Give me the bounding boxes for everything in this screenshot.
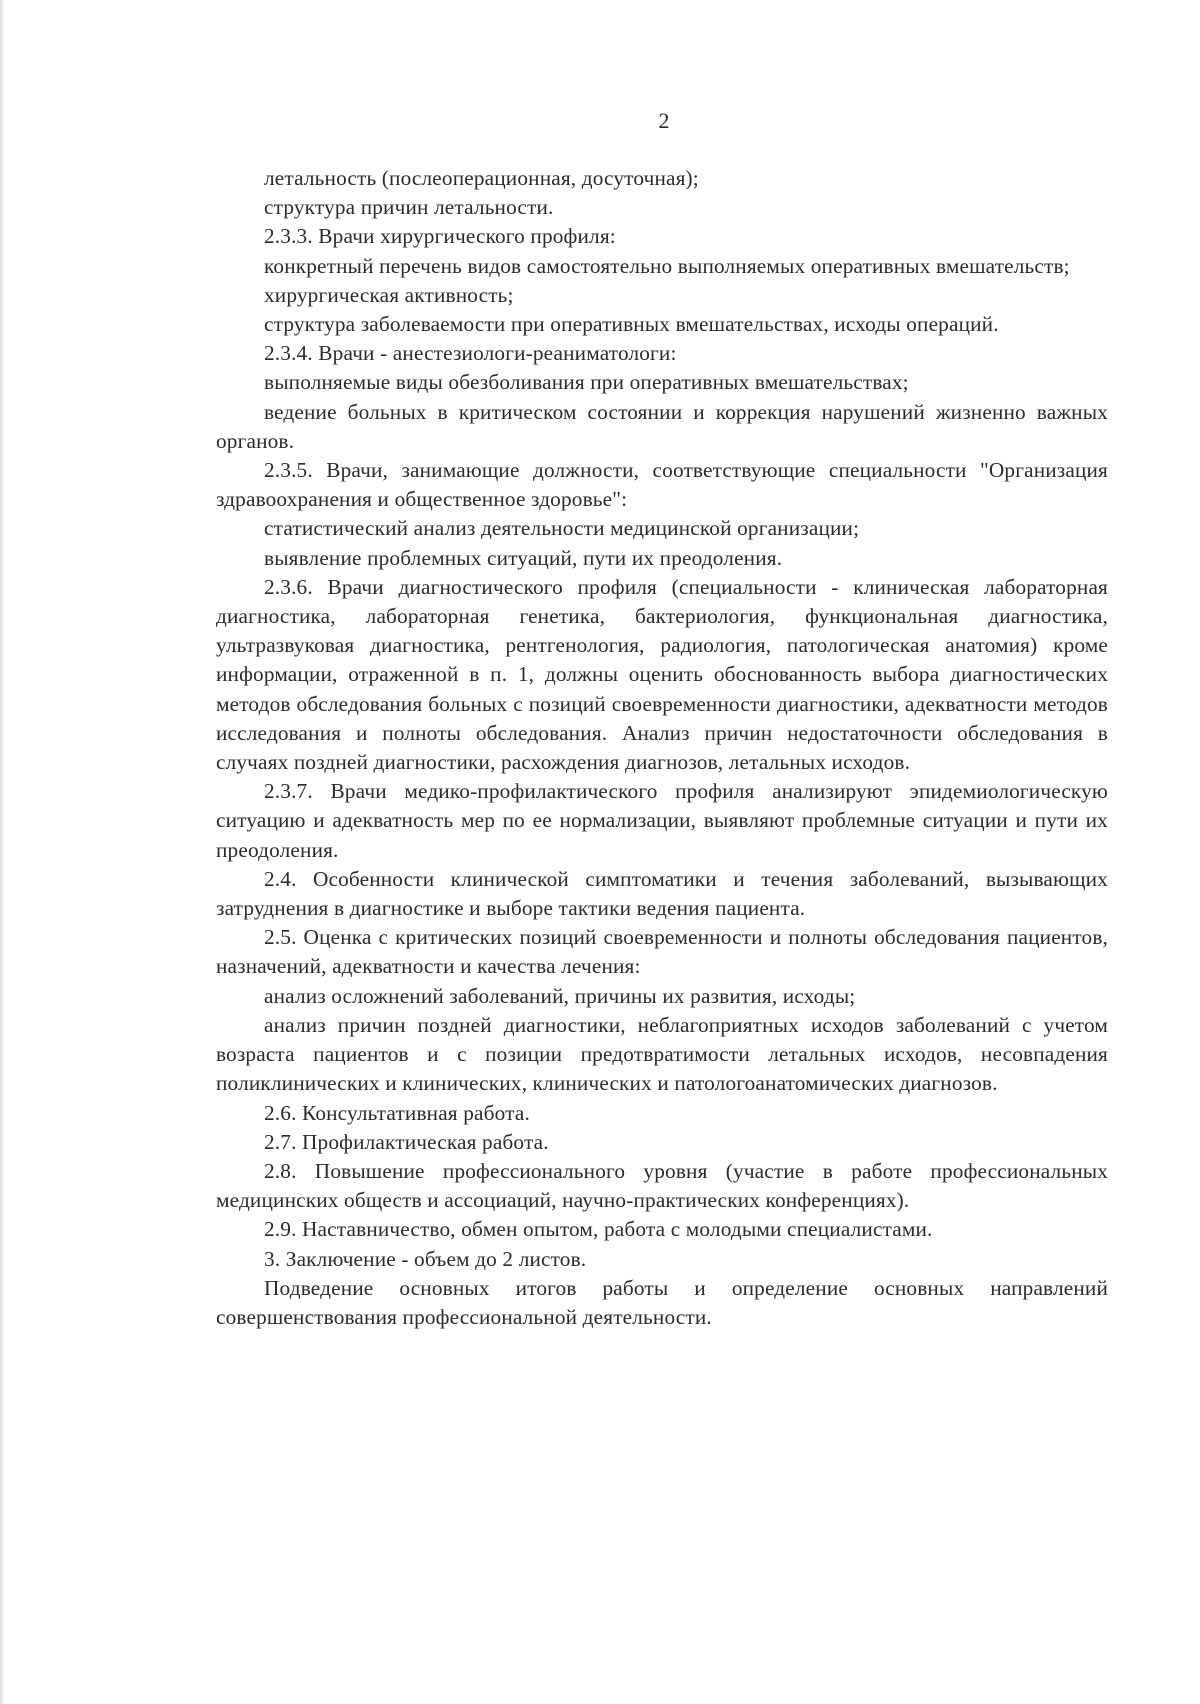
paragraph: 2.4. Особенности клинической симптоматики и течения заболеваний, вызывающих затруднения в диагностике и выборе тактики ведения пациента. (216, 866, 1108, 921)
paragraph: анализ причин поздней диагностики, неблагоприятных исходов заболеваний с учетом возраста пациентов и с позиции предотвратимости летальных исходов, несовпадения поликлинических и клинических, клинических и патологоанатомических диагнозов. (216, 1012, 1108, 1096)
paragraph: структура причин летальности. (264, 195, 554, 220)
paragraph: 2.3.6. Врачи диагностического профиля (специальности - клиническая лабораторная диагностика, лабораторная генетика, бактериология, функциональная диагностика, ультразвуковая диагностика, рентгенология, радиология, патологическая анатомия) кроме информации, отраженной в п. 1, должны оценить обоснованность выбора диагностических методов обследования больных с позиций своевременности диагностики, адекватности методов исследования и полноты обследования. Анализ причин недостаточности обследования в случаях поздней диагностики, расхождения диагнозов, летальных исходов. (216, 574, 1108, 775)
paragraph: структура заболеваемости при оперативных вмешательствах, исходы операций. (264, 312, 999, 337)
paragraph: 2.9. Наставничество, обмен опытом, работа с молодыми специалистами. (264, 1217, 933, 1242)
paragraph: ведение больных в критическом состоянии и коррекция нарушений жизненно важных органов. (216, 399, 1108, 453)
page-number: 2 (658, 108, 670, 133)
paragraph: выполняемые виды обезболивания при оперативных вмешательствах; (264, 370, 909, 395)
paragraph: 2.7. Профилактическая работа. (264, 1129, 549, 1154)
paragraph: анализ осложнений заболеваний, причины их развития, исходы; (264, 983, 856, 1008)
paragraph: хирургическая активность; (264, 282, 514, 307)
paragraph: Подведение основных итогов работы и определение основных направлений совершенствования профессиональной деятельности. (216, 1275, 1108, 1329)
paragraph: 2.6. Консультативная работа. (264, 1100, 530, 1125)
section-heading: 2.3.4. Врачи - анестезиологи-реаниматологи: (264, 341, 677, 366)
scan-edge (0, 0, 4, 1704)
paragraph: летальность (послеоперационная, досуточная); (264, 166, 699, 190)
paragraph: статистический анализ деятельности медицинской организации; (264, 516, 860, 541)
paragraph: выявление проблемных ситуаций, пути их преодоления. (264, 545, 783, 570)
section-heading: 2.3.5. Врачи, занимающие должности, соответствующие специальности "Организация здравоохранения и общественное здоровье": (216, 458, 1108, 512)
paragraph: 2.5. Оценка с критических позиций своевременности и полноты обследования пациентов, назначений, адекватности и качества лечения: (216, 925, 1108, 979)
section-heading: 3. Заключение - объем до 2 листов. (264, 1246, 587, 1271)
paragraph: конкретный перечень видов самостоятельно выполняемых оперативных вмешательств; (264, 253, 1070, 278)
paragraph: 2.8. Повышение профессионального уровня (участие в работе профессиональных медицинских обществ и ассоциаций, научно-практических конференциях). (216, 1158, 1108, 1213)
section-heading: 2.3.3. Врачи хирургического профиля: (264, 224, 616, 249)
paragraph: 2.3.7. Врачи медико-профилактического профиля анализируют эпидемиологическую ситуацию и адекватность мер по ее нормализации, выявляют проблемные ситуации и пути их преодоления. (216, 779, 1108, 862)
document-body (216, 164, 1108, 1332)
